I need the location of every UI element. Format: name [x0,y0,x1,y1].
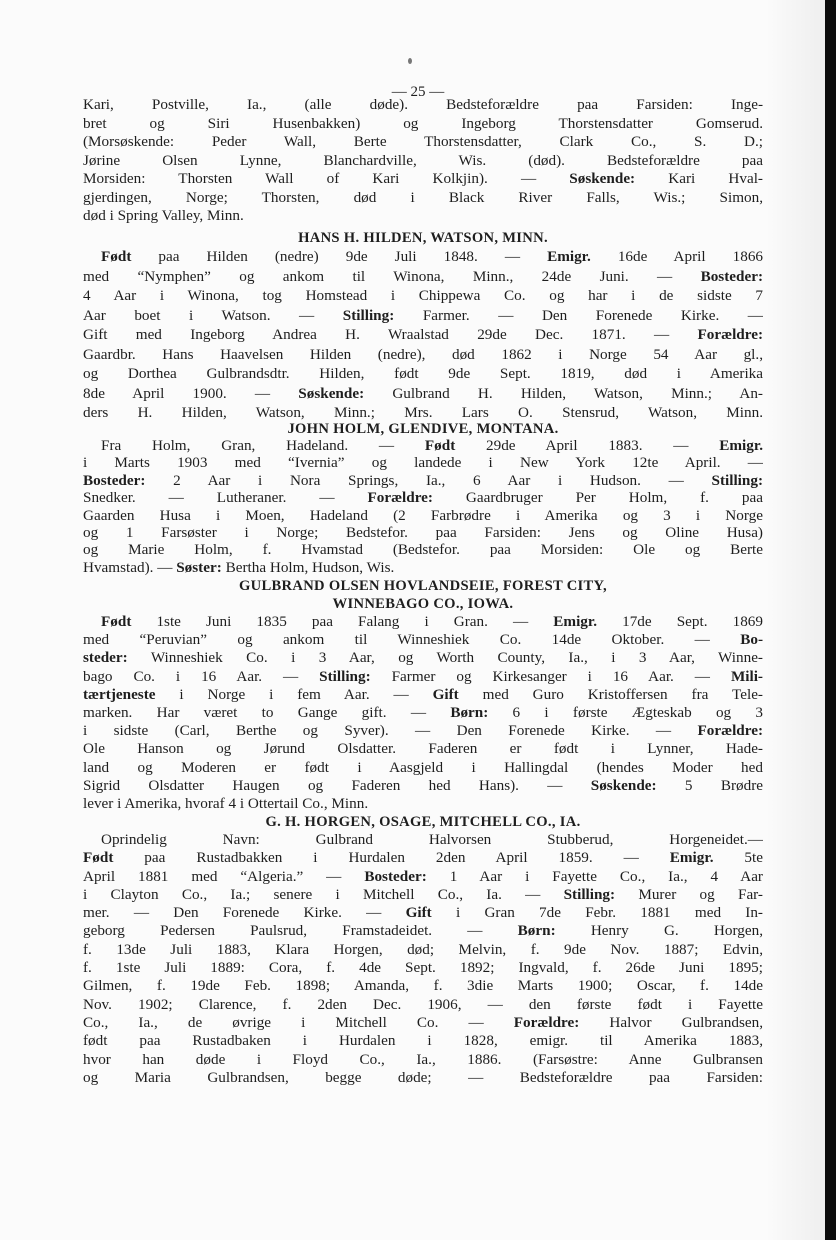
heading-text: WINNEBAGO CO., IOWA. [332,596,514,612]
text-line [83,472,763,489]
text-run: Hvamstad). — [83,558,177,576]
text-run: 8de April 1900. — [83,384,299,402]
bold-label: Stilling: [342,306,395,324]
bold-label: Stilling: [319,667,371,685]
entry-heading [83,229,763,247]
text-line [83,977,763,995]
text-line [83,489,763,506]
text-line [83,559,763,576]
entry-heading-line-2 [83,595,763,613]
bold-label: tærtjeneste [83,685,156,703]
text-run: Henry G. Horgen, [555,922,763,940]
text-line [83,631,763,649]
text-run: Gaardbruger Per Holm, f. paa [432,489,763,507]
text-line [83,959,763,977]
text-run: Gilmen, f. 19de Feb. 1898; Amanda, f. 3die Marts 1900; Oscar, f. 14de [83,977,763,995]
text-line [83,759,763,777]
text-run: 17de Sept. 1869 [597,613,763,630]
text-line [83,524,763,541]
text-run: Nov. 1902; Clarence, f. 2den Dec. 1906, — den første født i Fayette [83,995,763,1013]
text-line [83,267,763,287]
bold-label: Bosteder: [83,471,146,489]
bold-label: Søskende: [298,384,365,402]
text-line [83,207,763,226]
entry-continuation [83,96,763,226]
bold-label: Mili- [730,667,763,685]
bold-label: Bosteder: [700,267,763,285]
bold-label: Født [83,849,114,867]
text-run: marken. Har været to Gange gift. — [83,703,451,721]
text-line [83,613,763,631]
heading-text: G. H. HORGEN, OSAGE, MITCHELL CO., IA. [265,814,581,830]
text-run: Murer og Far- [615,885,763,903]
text-line [83,831,763,849]
text-run: Winneshiek Co. i 3 Aar, og Worth County, Ia., i 3 Aar, Winne- [127,649,763,667]
text-run: 6 i første Ægteskab og 3 [488,703,763,721]
text-line [83,364,763,384]
text-run: i Gran 7de Febr. 1881 med In- [431,904,763,922]
text-run: f. 13de Juli 1883, Klara Horgen, død; Melvin, f. 9de Nov. 1887; Edvin, [83,940,763,958]
text-line [83,777,763,795]
text-line [83,868,763,886]
text-run: Halvor Gulbrandsen, [579,1013,763,1031]
bold-label: Bosteder: [364,867,427,885]
text-run: i sidste (Carl, Berthe og Syver). — Den Forenede Kirke. — [83,722,698,740]
text-line [83,325,763,345]
text-line [83,96,763,115]
text-run: Gaardbr. Hans Haavelsen Hilden (nedre), død 1862 i Norge 54 Aar gl., [83,345,763,363]
text-line [83,996,763,1014]
text-run: lever i Amerika, hvoraf 4 i Ottertail Co., Minn. [83,794,369,812]
text-run: og 1 Farsøster i Norge; Bedstefor. paa Farsiden: Jens og Oline Husa) [83,523,763,541]
bold-label: Stilling: [563,885,616,903]
text-run: 4 Aar i Winona, tog Homstead i Chippewa Co. og har i de sidste 7 [83,287,763,304]
text-run: Snedker. — Lutheraner. — [83,489,368,507]
text-line [83,384,763,404]
text-line [83,686,763,704]
text-run: i Clayton Co., Ia.; senere i Mitchell Co., Ia. — [83,885,564,903]
entry-body [83,437,763,576]
text-run: 5te [713,849,763,867]
text-run: 1 Aar i Fayette Co., Ia., 4 Aar [426,867,763,885]
page-number: — 25 — [391,84,445,100]
text-run: og Maria Gulbrandsen, begge døde; — Bedsteforældre paa Farsiden: [83,1068,763,1086]
text-line [83,1051,763,1069]
text-line [83,247,763,267]
bold-label: Emigr. [553,613,598,630]
text-run: i Norge i fem Aar. — [155,685,433,703]
heading-text: JOHN HOLM, GLENDIVE, MONTANA. [287,421,559,437]
text-run: Bertha Holm, Hudson, Wis. [221,558,395,576]
entry-body [83,247,763,423]
bold-label: Bo- [740,631,763,649]
text-run: Fra Holm, Gran, Hadeland. — [101,437,425,454]
text-run: med “Nymphen” og ankom til Winona, Minn., 24de Juni. — [83,267,701,285]
text-run: 29de April 1883. — [455,437,720,454]
text-run: mer. — Den Forenede Kirke. — [83,904,406,922]
bold-label: Gift [405,904,432,922]
text-run: 2 Aar i Nora Springs, Ia., 6 Aar i Hudson. — [145,471,712,489]
text-run: født paa Rustadbaken i Hurdalen i 1828, emigr. til Amerika 1883, [83,1032,763,1050]
text-run: og Marie Holm, f. Hvamstad (Bedstefor. paa Morsiden: Ole og Berte [83,541,763,559]
text-line [83,740,763,758]
bold-label: Forældre: [513,1013,580,1031]
bold-label: Emigr. [669,849,714,867]
entry-body [83,613,763,813]
bold-label: Børn: [450,703,489,721]
bold-label: Født [101,248,132,265]
bold-label: Født [424,437,456,454]
text-line [83,507,763,524]
text-line [83,904,763,922]
text-line [83,1069,763,1087]
text-line [83,437,763,454]
scan-shadow [765,0,825,1240]
text-run: Gulbrand H. Hilden, Watson, Minn.; An- [364,384,763,402]
text-line [83,152,763,171]
text-line [83,1014,763,1032]
text-run: Gift med Ingeborg Andrea H. Wraalstad 29de Dec. 1871. — [83,326,698,343]
text-line [83,189,763,208]
bold-label: Søster: [176,558,222,576]
entry-heading [83,420,763,438]
text-line [83,649,763,667]
text-line [83,286,763,306]
text-line [83,541,763,558]
text-run: Morsiden: Thorsten Wall of Kari Kolkjin). — [83,170,570,187]
text-run: Sigrid Olsdatter Haugen og Faderen hed Hans). — [83,776,591,794]
text-run: land og Moderen er født i Aasgjeld i Hallingdal (hendes Moder hed [83,758,763,776]
entry-heading [83,813,763,831]
bold-label: Stilling: [711,471,763,489]
text-line [83,454,763,471]
text-line [83,941,763,959]
text-run: med “Peruvian” og ankom til Winneshiek Co. 14de Oktober. — [83,631,741,649]
text-run: død i Spring Valley, Minn. [83,207,244,224]
entry-heading [83,577,763,595]
text-run: 5 Brødre [656,776,763,794]
bold-label: Børn: [517,922,556,940]
text-run: 1ste Juni 1835 paa Falang i Gran. — [131,613,554,630]
text-line [83,795,763,813]
text-line [83,722,763,740]
text-line [83,115,763,134]
text-run: Farmer og Kirkesanger i 16 Aar. — [370,667,731,685]
bold-label: Forældre: [367,489,433,507]
text-line [83,1032,763,1050]
text-run: Farmer. — Den Forenede Kirke. — [394,306,763,324]
scan-edge [825,0,836,1240]
text-run: (Morsøskende: Peder Wall, Berte Thorstensdatter, Clark Co., S. D.; [83,133,763,150]
text-run: paa Rustadbakken i Hurdalen 2den April 1859. — [113,849,670,867]
bold-label: Forældre: [697,722,763,740]
text-run: Oprindelig Navn: Gulbrand Halvorsen Stubberud, Horgeneidet.— [101,831,763,848]
text-run: Aar boet i Watson. — [83,306,343,324]
text-run: ders H. Hilden, Watson, Minn.; Mrs. Lars O. Stensrud, Watson, Minn. [83,404,763,421]
text-run: April 1881 med “Algeria.” — [83,867,365,885]
text-run: geborg Pedersen Paulsrud, Framstadeidet. — [83,922,518,940]
bold-label: Gift [432,685,459,703]
heading-text: HANS H. HILDEN, WATSON, MINN. [298,230,548,246]
text-run: Kari, Postville, Ia., (alle døde). Bedsteforældre paa Farsiden: Inge- [83,96,763,113]
text-line [83,170,763,189]
text-run: hvor han døde i Floyd Co., Ia., 1886. (Farsøstre: Anne Gulbransen [83,1050,763,1068]
entry-body [83,831,763,1087]
text-line [83,922,763,940]
text-run: Jørine Olsen Lynne, Blanchardville, Wis. (død). Bedsteforældre paa [83,151,763,169]
text-run: f. 1ste Juli 1889: Cora, f. 4de Sept. 1892; Ingvald, f. 26de Juni 1895; [83,959,763,977]
text-run: Ole Hanson og Jørund Olsdatter. Faderen er født i Lynner, Hade- [83,740,763,758]
ink-speck [408,58,412,64]
text-line [83,668,763,686]
heading-text: GULBRAND OLSEN HOVLANDSEIE, FOREST CITY, [238,578,607,594]
text-run: Gaarden Husa i Moen, Hadeland (2 Farbrødre i Amerika og 3 i Norge [83,506,763,524]
text-run: og Dorthea Gulbrandsdtr. Hilden, født 9de Sept. 1819, død i Amerika [83,365,763,382]
bold-label: Søskende: [569,170,636,187]
text-line [83,849,763,867]
text-run: i Marts 1903 med “Ivernia” og landede i New York 12te April. — [83,454,763,472]
text-line [83,704,763,722]
text-run: Co., Ia., de øvrige i Mitchell Co. — [83,1013,514,1031]
bold-label: Født [101,613,132,630]
text-run: bret og Siri Husenbakken) og Ingeborg Thorstensdatter Gomserud. [83,114,763,132]
text-line [83,133,763,152]
text-run: med Guro Kristoffersen fra Tele- [458,685,763,703]
bold-label: Søskende: [590,776,657,794]
text-run: Kari Hval- [635,170,763,187]
text-run: bago Co. i 16 Aar. — [83,667,320,685]
text-run: paa Hilden (nedre) 9de Juli 1848. — [131,248,548,265]
bold-label: Forældre: [697,326,763,343]
text-run: 16de April 1866 [590,248,763,265]
text-run: gjerdingen, Norge; Thorsten, død i Black River Falls, Wis.; Simon, [83,188,763,206]
bold-label: Emigr. [547,248,591,265]
text-line [83,345,763,365]
bold-label: steder: [83,649,128,667]
text-line [83,306,763,326]
text-line [83,886,763,904]
bold-label: Emigr. [719,437,763,454]
